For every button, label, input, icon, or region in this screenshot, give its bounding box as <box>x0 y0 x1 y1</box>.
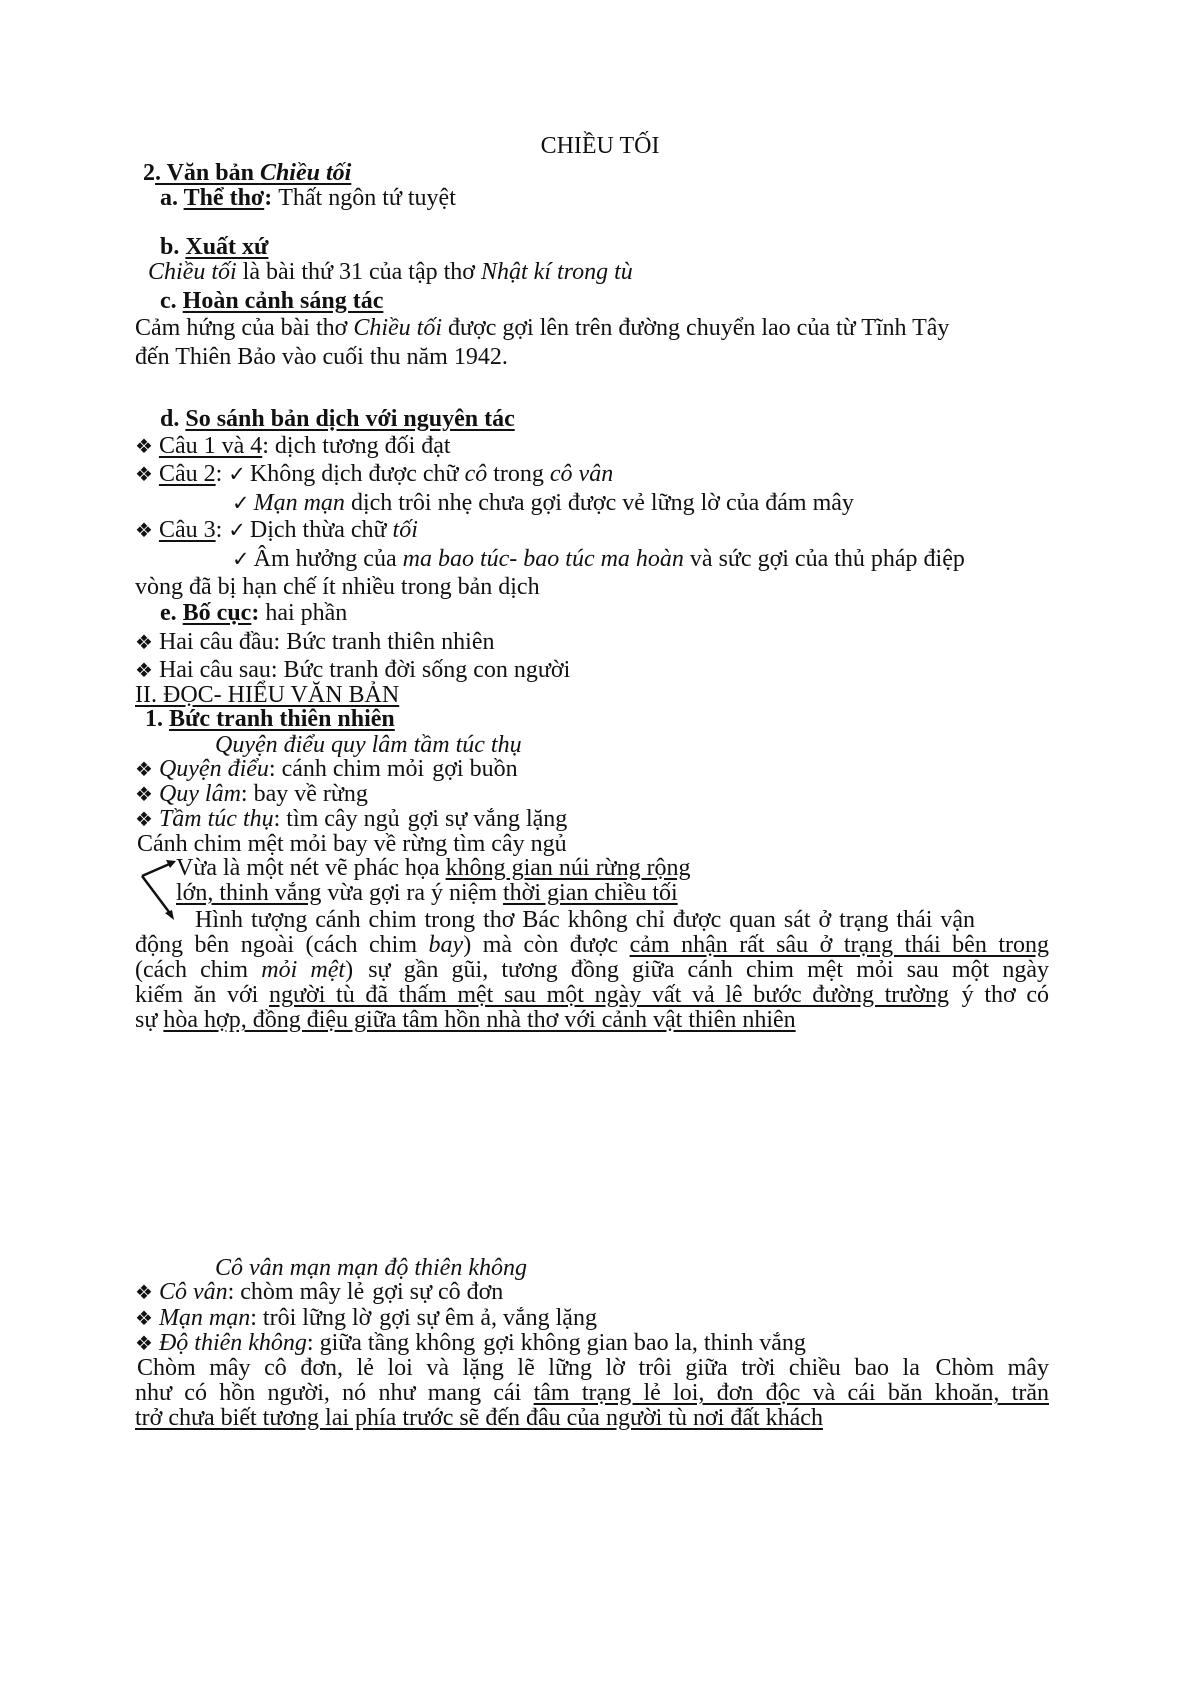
verse1-bullet-3: ❖ Tầm túc thụ: tìm cây ngủ gợi sự vắng lặng <box>135 806 568 832</box>
item-e-heading: e. Bố cục: hai phần <box>160 600 348 626</box>
diamond-bullet-icon: ❖ <box>135 1308 153 1330</box>
check-icon: ✓ <box>232 547 250 571</box>
diamond-bullet-icon: ❖ <box>135 1282 153 1304</box>
verse-line-2: Cô vân mạn mạn độ thiên không <box>215 1255 527 1281</box>
check-icon: ✓ <box>232 491 250 515</box>
check-icon: ✓ <box>228 518 246 542</box>
d-bullet-2-sub: ✓ Mạn mạn dịch trôi nhẹ chưa gợi được vẻ lững lờ của đám mây <box>232 490 854 516</box>
d-bullet-1: ❖ Câu 1 và 4: dịch tương đối đạt <box>135 433 451 459</box>
paragraph-line-3: (cách chim mỏi mệt) sự gần gũi, tương đồng giữa cánh chim mệt mỏi sau một ngày <box>135 957 1050 983</box>
item-d-heading: d. So sánh bản dịch với nguyên tác <box>160 406 515 432</box>
diamond-bullet-icon: ❖ <box>135 632 153 654</box>
item-b-text: Chiều tối là bài thứ 31 của tập thơ Nhật kí trong tù <box>148 259 633 285</box>
document-title: CHIỀU TỐI <box>540 133 660 159</box>
paragraph-line-1: Hình tượng cánh chim trong thơ Bác không chỉ được quan sát ở trạng thái vận <box>195 907 975 933</box>
conclusion-line-1: Chòm mây cô đơn, lẻ loi và lặng lẽ lững lờ trôi giữa trời chiều bao la Chòm mây <box>137 1355 1050 1381</box>
bracket-line-2: lớn, thinh vắng vừa gợi ra ý niệm thời gian chiều tối <box>176 880 678 906</box>
verse2-bullet-3: ❖ Độ thiên không: giữa tầng không gợi không gian bao la, thinh vắng <box>135 1330 806 1356</box>
diamond-bullet-icon: ❖ <box>135 784 153 806</box>
conclusion-line-2: như có hồn người, nó như mang cái tâm trạng lẻ loi, đơn độc và cái băn khoăn, trăn <box>135 1380 1049 1406</box>
diamond-bullet-icon: ❖ <box>135 809 153 831</box>
d-bullet-3: ❖ Câu 3: ✓ Dịch thừa chữ tối <box>135 517 418 543</box>
paragraph-line-5: sự hòa hợp, đồng điệu giữa tâm hồn nhà thơ với cảnh vật thiên nhiên <box>135 1007 796 1033</box>
diamond-bullet-icon: ❖ <box>135 660 153 682</box>
item-c-line-1: Cảm hứng của bài thơ Chiều tối được gợi lên trên đường chuyển lao của từ Tĩnh Tây <box>135 315 950 341</box>
e-bullet-1: ❖ Hai câu đầu: Bức tranh thiên nhiên <box>135 629 495 655</box>
d-bullet-3-sub: ✓ Âm hưởng của ma bao túc- bao túc ma hoàn và sức gợi của thủ pháp điệp <box>232 546 965 572</box>
diamond-bullet-icon: ❖ <box>135 436 153 458</box>
diamond-bullet-icon: ❖ <box>135 1333 153 1355</box>
diamond-bullet-icon: ❖ <box>135 520 153 542</box>
item-c-line-2: đến Thiên Bảo vào cuối thu năm 1942. <box>135 344 508 370</box>
verse2-bullet-2: ❖ Mạn mạn: trôi lững lờ gợi sự êm ả, vắng lặng <box>135 1305 597 1331</box>
d-bullet-2: ❖ Câu 2: ✓ Không dịch được chữ cô trong cô vân <box>135 461 614 487</box>
verse-line-1: Quyện điểu quy lâm tầm túc thụ <box>215 732 522 758</box>
item-b-heading: b. Xuất xứ <box>160 234 269 260</box>
paragraph-line-2: động bên ngoài (cách chim bay) mà còn được cảm nhận rất sâu ở trạng thái bên trong <box>135 932 1049 958</box>
check-icon: ✓ <box>228 462 246 486</box>
verse2-bullet-1: ❖ Cô vân: chòm mây lẻ gợi sự cô đơn <box>135 1279 504 1305</box>
diamond-bullet-icon: ❖ <box>135 759 153 781</box>
part-2-heading: II. ĐỌC- HIỂU VĂN BẢN <box>135 682 400 708</box>
paragraph-line-4: kiếm ăn với người tù đã thấm mệt sau một ngày vất vả lê bước đường trường ý thơ có <box>135 982 1050 1008</box>
e-bullet-2: ❖ Hai câu sau: Bức tranh đời sống con người <box>135 657 571 683</box>
d-bullet-3-cont: vòng đã bị hạn chế ít nhiều trong bản dịch <box>135 574 540 600</box>
section-2-heading: 2. Văn bản Chiều tối <box>143 160 352 186</box>
part-1-heading: 1. Bức tranh thiên nhiên <box>145 706 395 732</box>
conclusion-line-3: trở chưa biết tương lai phía trước sẽ đến đâu của người tù nơi đất khách <box>135 1405 823 1431</box>
verse1-bullet-1: ❖ Quyện điểu: cánh chim mỏi gợi buồn <box>135 756 518 782</box>
diamond-bullet-icon: ❖ <box>135 464 153 486</box>
item-a: a. Thể thơ: Thất ngôn tứ tuyệt <box>160 185 456 211</box>
item-c-heading: c. Hoàn cảnh sáng tác <box>160 288 384 314</box>
verse1-bullet-2: ❖ Quy lâm: bay về rừng <box>135 781 368 807</box>
bracket-line-1: Vừa là một nét vẽ phác họa không gian núi rừng rộng <box>176 855 691 881</box>
verse1-summary: Cánh chim mệt mỏi bay về rừng tìm cây ngủ <box>137 831 567 857</box>
